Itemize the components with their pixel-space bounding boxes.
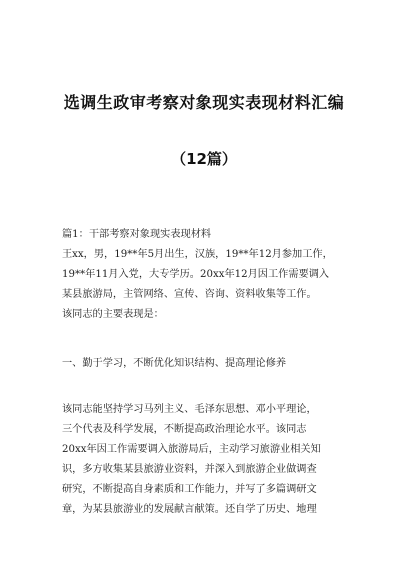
body-line: 三个代表及科学发展，不断提高政治理论水平。该同志 bbox=[62, 424, 307, 435]
body-line: 20xx年因工作需要调入旅游局后，主动学习旅游业相关知 bbox=[62, 444, 321, 455]
body-line: 章，为某县旅游业的发展献言献策。还自学了历史、地理 bbox=[62, 504, 317, 515]
chapter-heading: 篇1：干部考察对象现实表现材料 bbox=[62, 229, 212, 240]
intro-line: 19**年11月入党，大专学历。20xx年12月因工作需要调入 bbox=[62, 269, 330, 280]
document-subtitle: （12篇） bbox=[171, 150, 237, 168]
intro-line: 某县旅游局，主管网络、宣传、咨询、资料收集等工作。 bbox=[62, 289, 317, 300]
section-heading: 一、勤于学习，不断优化知识结构、提高理论修养 bbox=[62, 358, 287, 369]
document-title: 选调生政审考察对象现实表现材料汇编 bbox=[63, 93, 345, 112]
intro-line: 王xx，男，19**年5月出生，汉族，19**年12月参加工作， bbox=[62, 249, 333, 260]
body-line: 研究，不断提高自身素质和工作能力，并写了多篇调研文 bbox=[62, 484, 317, 495]
body-line: 识，多方收集某县旅游业资料，并深入到旅游企业做调查 bbox=[62, 464, 317, 475]
body-line: 该同志能坚持学习马列主义、毛泽东思想、邓小平理论， bbox=[62, 404, 317, 415]
intro-line: 该同志的主要表现是： bbox=[62, 309, 164, 320]
